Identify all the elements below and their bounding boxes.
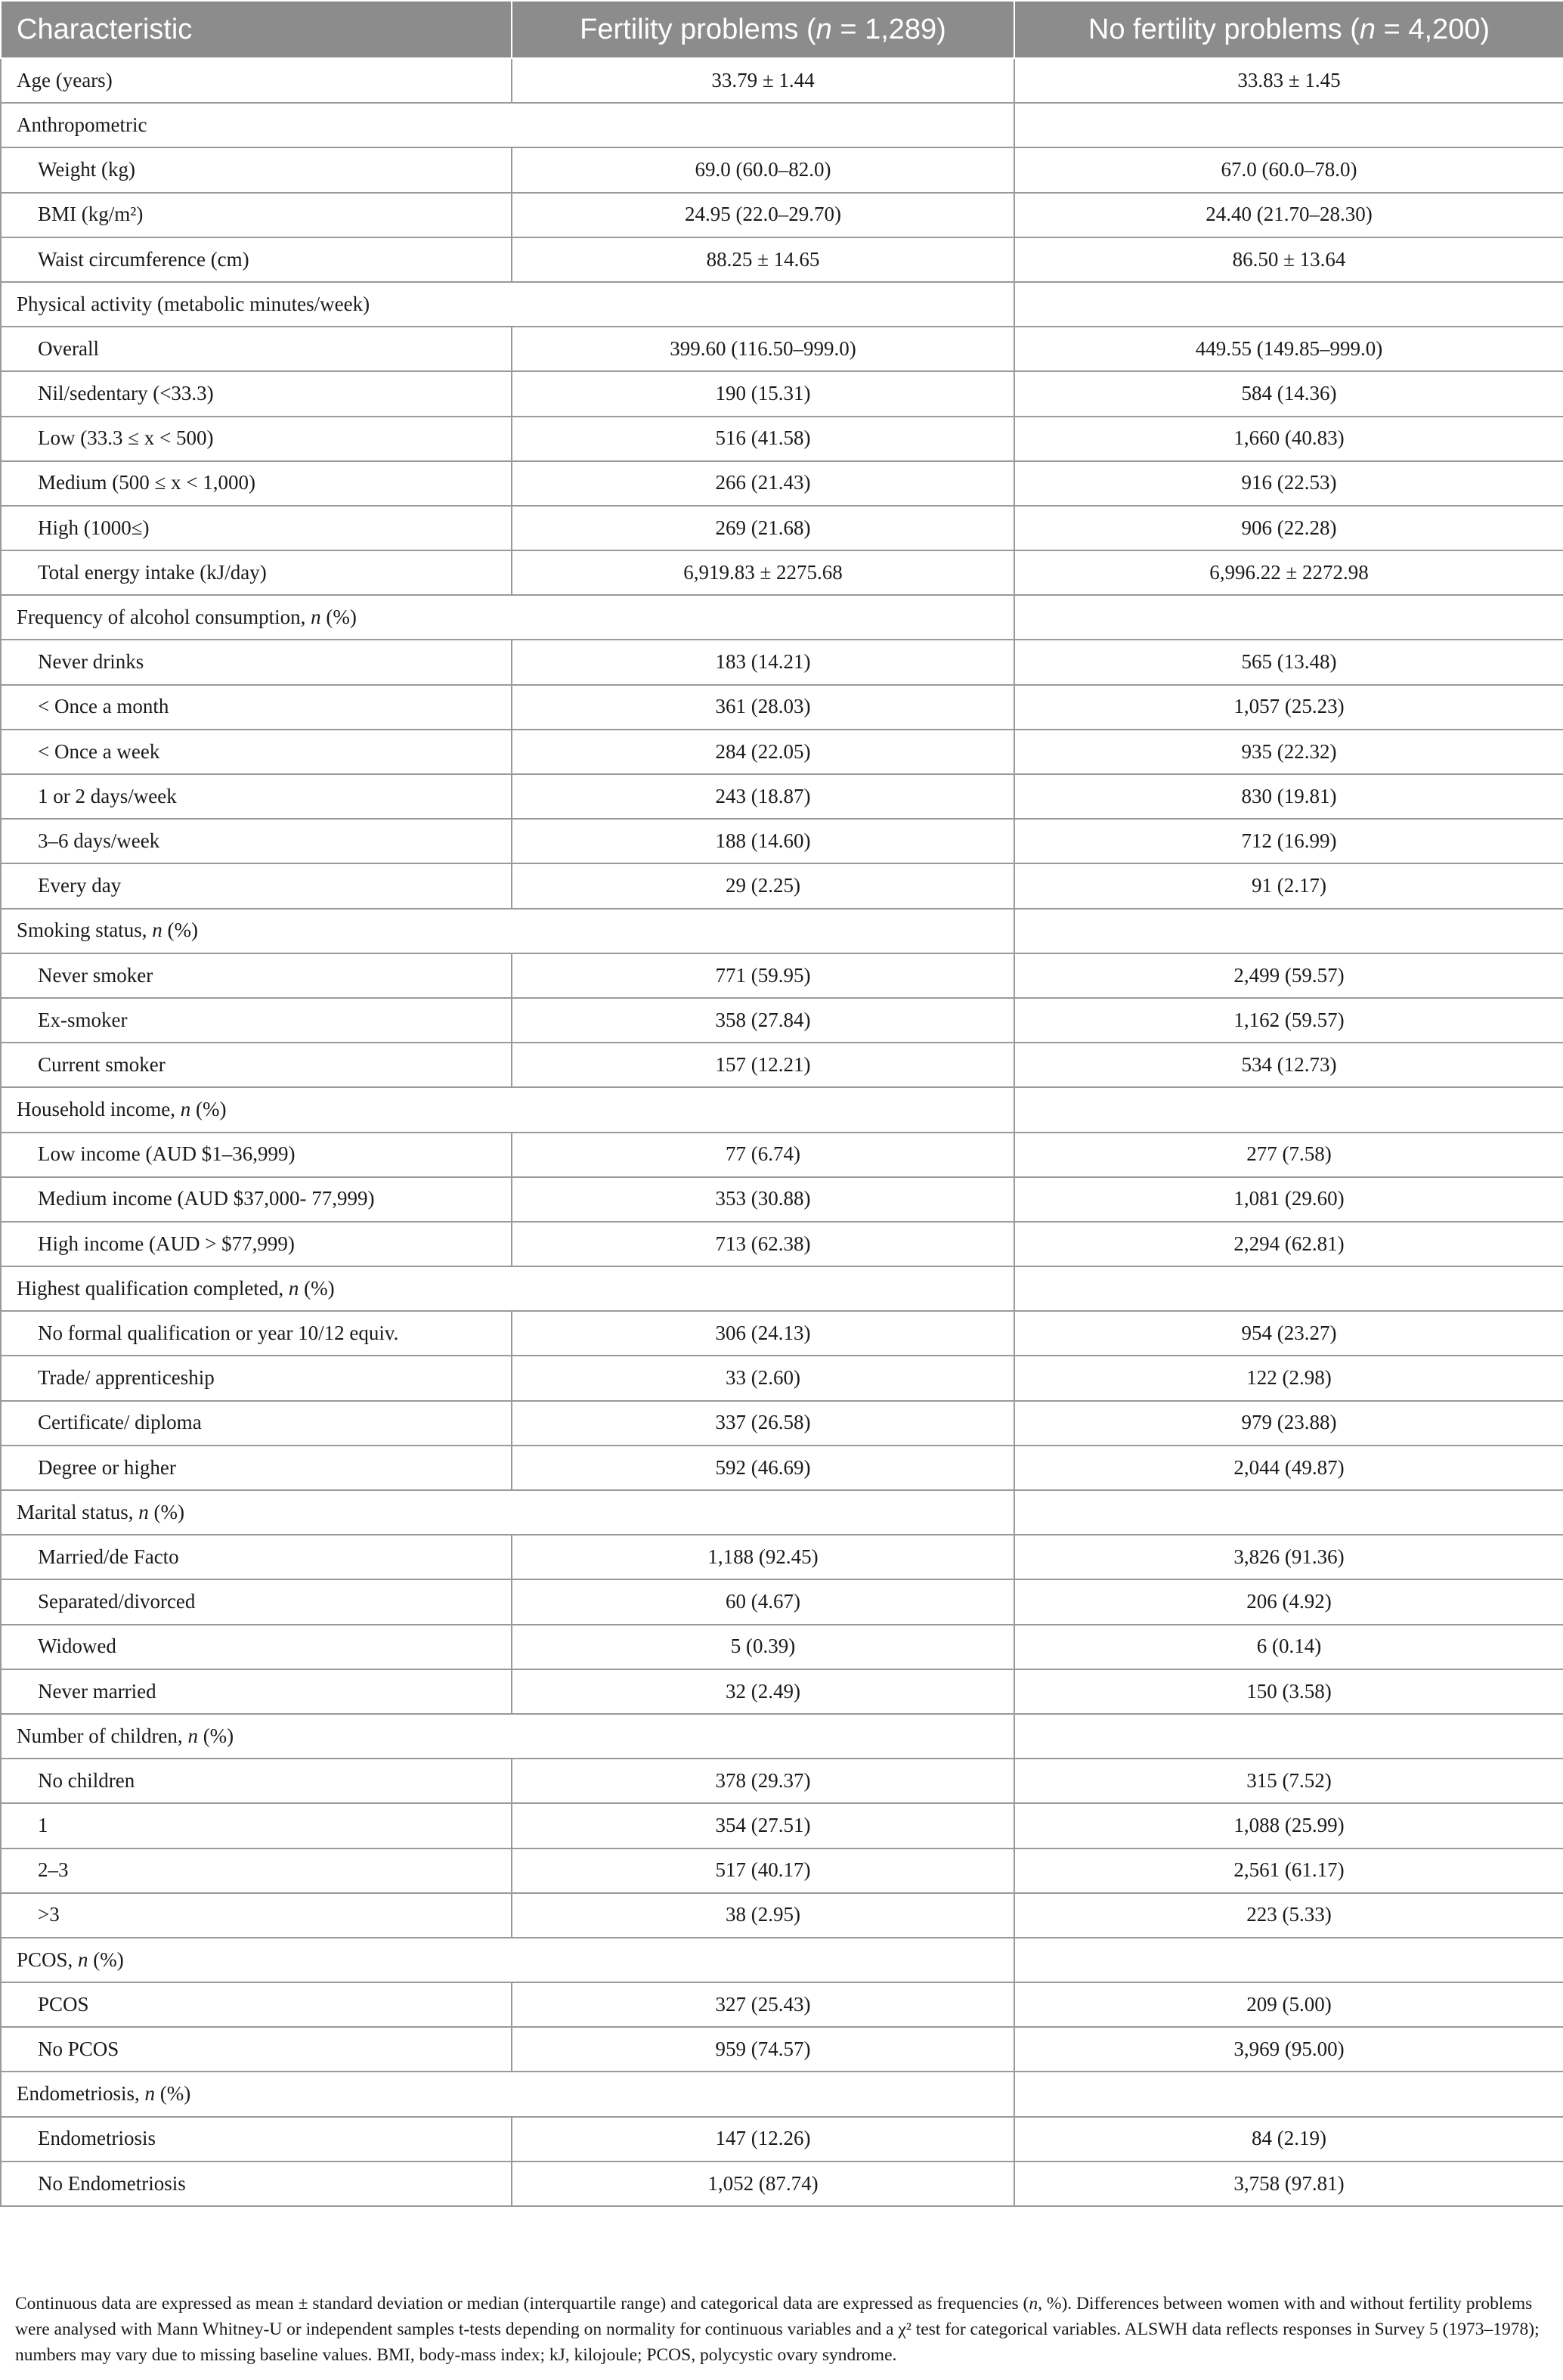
value-fertility-problems: 32 (2.49) <box>512 1669 1014 1714</box>
section-label-suffix: (%) <box>190 1098 227 1121</box>
section-label-text: Household income, <box>17 1098 181 1121</box>
section-row <box>1 1714 1563 1759</box>
value-fertility-problems: 771 (59.95) <box>512 953 1014 998</box>
row-label: 1 <box>1 1803 512 1848</box>
value-fertility-problems: 183 (14.21) <box>512 640 1014 684</box>
header-col1-post: = 1,289) <box>831 13 946 45</box>
row-label: 2–3 <box>1 1849 512 1893</box>
header-col2-post: = 4,200) <box>1376 13 1490 45</box>
value-no-fertility-problems: 2,044 (49.87) <box>1014 1446 1563 1490</box>
value-no-fertility-problems: 534 (12.73) <box>1014 1043 1563 1087</box>
table-row <box>1 685 1563 730</box>
table-row <box>1 1669 1563 1714</box>
table-row <box>1 953 1563 998</box>
value-no-fertility-problems: 91 (2.17) <box>1014 863 1563 908</box>
section-filler <box>512 1087 1014 1132</box>
row-label: < Once a month <box>1 685 512 730</box>
value-no-fertility-problems: 935 (22.32) <box>1014 730 1563 774</box>
value-fertility-problems: 60 (4.67) <box>512 1579 1014 1624</box>
table-row <box>1 461 1563 506</box>
section-label <box>1 1266 512 1311</box>
value-no-fertility-problems: 3,758 (97.81) <box>1014 2162 1563 2206</box>
value-no-fertility-problems: 906 (22.28) <box>1014 506 1563 550</box>
table-row <box>1 730 1563 774</box>
value-no-fertility-problems: 1,057 (25.23) <box>1014 685 1563 730</box>
section-label-suffix: (%) <box>197 1724 234 1747</box>
table-row <box>1 506 1563 550</box>
section-label-text: Smoking status, <box>17 919 153 942</box>
row-label: Low (33.3 ≤ x < 500) <box>1 417 512 461</box>
value-fertility-problems: 959 (74.57) <box>512 2027 1014 2072</box>
section-label-italic: n <box>187 1724 198 1747</box>
section-filler <box>1014 595 1563 640</box>
row-label: Weight (kg) <box>1 147 512 192</box>
header-col1-n: n <box>816 13 832 45</box>
value-no-fertility-problems: 830 (19.81) <box>1014 774 1563 819</box>
value-fertility-problems: 6,919.83 ± 2275.68 <box>512 550 1014 595</box>
value-no-fertility-problems: 1,162 (59.57) <box>1014 998 1563 1043</box>
section-label-text: Physical activity (metabolic minutes/week) <box>17 292 370 315</box>
row-label: No PCOS <box>1 2027 512 2072</box>
value-fertility-problems: 399.60 (116.50–999.0) <box>512 327 1014 371</box>
header-characteristic: Characteristic <box>1 1 512 58</box>
row-label: Separated/divorced <box>1 1579 512 1624</box>
table-row <box>1 774 1563 819</box>
section-filler <box>512 909 1014 953</box>
value-no-fertility-problems: 67.0 (60.0–78.0) <box>1014 147 1563 192</box>
section-label <box>1 103 512 147</box>
table-row <box>1 863 1563 908</box>
section-label-suffix: (%) <box>148 1500 184 1523</box>
section-row <box>1 1087 1563 1132</box>
value-fertility-problems: 88.25 ± 14.65 <box>512 237 1014 282</box>
table-row <box>1 371 1563 416</box>
section-label <box>1 282 512 327</box>
row-label: Married/de Facto <box>1 1535 512 1579</box>
value-fertility-problems: 188 (14.60) <box>512 819 1014 863</box>
table-row <box>1 58 1563 103</box>
value-fertility-problems: 38 (2.95) <box>512 1893 1014 1938</box>
footnote-part1: Continuous data are expressed as mean ± standard deviation or median (interquartile range) and categorical data are expressed as frequencies ( <box>15 2294 1029 2313</box>
row-label: Never drinks <box>1 640 512 684</box>
value-fertility-problems: 337 (26.58) <box>512 1401 1014 1446</box>
section-label <box>1 1087 512 1132</box>
section-label-suffix: (%) <box>155 2082 191 2106</box>
section-row <box>1 2072 1563 2116</box>
value-no-fertility-problems: 2,294 (62.81) <box>1014 1222 1563 1266</box>
value-no-fertility-problems: 277 (7.58) <box>1014 1133 1563 1177</box>
header-col2-pre: No fertility problems ( <box>1088 13 1360 45</box>
section-filler <box>512 1490 1014 1535</box>
row-label: Overall <box>1 327 512 371</box>
value-no-fertility-problems: 1,081 (29.60) <box>1014 1177 1563 1222</box>
section-label-italic: n <box>138 1500 149 1523</box>
value-fertility-problems: 266 (21.43) <box>512 461 1014 506</box>
section-filler <box>1014 2072 1563 2116</box>
row-label: Degree or higher <box>1 1446 512 1490</box>
section-label-suffix: (%) <box>299 1276 335 1300</box>
value-fertility-problems: 327 (25.43) <box>512 1982 1014 2027</box>
value-fertility-problems: 69.0 (60.0–82.0) <box>512 147 1014 192</box>
value-no-fertility-problems: 223 (5.33) <box>1014 1893 1563 1938</box>
table-row <box>1 1625 1563 1669</box>
section-label-text: Marital status, <box>17 1500 139 1523</box>
table-row <box>1 2117 1563 2162</box>
value-no-fertility-problems: 449.55 (149.85–999.0) <box>1014 327 1563 371</box>
table-row <box>1 417 1563 461</box>
row-label: Low income (AUD $1–36,999) <box>1 1133 512 1177</box>
table-row <box>1 1535 1563 1579</box>
section-row <box>1 1490 1563 1535</box>
value-fertility-problems: 378 (29.37) <box>512 1759 1014 1803</box>
row-label: Never smoker <box>1 953 512 998</box>
table-row <box>1 819 1563 863</box>
value-fertility-problems: 306 (24.13) <box>512 1311 1014 1356</box>
table-row <box>1 1849 1563 1893</box>
section-filler <box>1014 909 1563 953</box>
row-label: Nil/sedentary (<33.3) <box>1 371 512 416</box>
section-label-text: Number of children, <box>17 1724 188 1747</box>
section-filler <box>1014 1490 1563 1535</box>
value-no-fertility-problems: 2,499 (59.57) <box>1014 953 1563 998</box>
section-label <box>1 2072 512 2116</box>
section-filler <box>1014 282 1563 327</box>
value-no-fertility-problems: 2,561 (61.17) <box>1014 1849 1563 1893</box>
section-row <box>1 282 1563 327</box>
section-label-italic: n <box>152 919 162 942</box>
value-no-fertility-problems: 565 (13.48) <box>1014 640 1563 684</box>
section-row <box>1 103 1563 147</box>
section-filler <box>1014 1714 1563 1759</box>
section-row <box>1 909 1563 953</box>
row-label: >3 <box>1 1893 512 1938</box>
table-row <box>1 1401 1563 1446</box>
section-filler <box>1014 1938 1563 1982</box>
row-label: Ex-smoker <box>1 998 512 1043</box>
row-label: Current smoker <box>1 1043 512 1087</box>
row-label: < Once a week <box>1 730 512 774</box>
row-label: Waist circumference (cm) <box>1 237 512 282</box>
header-col1-pre: Fertility problems ( <box>580 13 816 45</box>
section-label-italic: n <box>78 1948 88 1971</box>
table-row <box>1 147 1563 192</box>
row-label: PCOS <box>1 1982 512 2027</box>
section-filler <box>1014 1266 1563 1311</box>
table-row <box>1 1803 1563 1848</box>
row-label: Medium (500 ≤ x < 1,000) <box>1 461 512 506</box>
value-fertility-problems: 284 (22.05) <box>512 730 1014 774</box>
footnote-part2: , %). Differences between women with and without fertility problems were analysed with Mann Whitney-U or independent samples t-tests depending on normality for continuous variables and a χ² test for categorical variables. ALSWH data reflects responses in Survey 5 (1973–1978); numbers may vary due to missing baseline values. BMI, body-mass index; kJ, kilojoule; PCOS, polycystic ovary syndrome. <box>15 2294 1540 2365</box>
row-label: Total energy intake (kJ/day) <box>1 550 512 595</box>
row-label: Medium income (AUD $37,000- 77,999) <box>1 1177 512 1222</box>
section-filler <box>512 1714 1014 1759</box>
table-row <box>1 1893 1563 1938</box>
section-label <box>1 909 512 953</box>
table-row <box>1 327 1563 371</box>
section-filler <box>1014 103 1563 147</box>
value-no-fertility-problems: 6 (0.14) <box>1014 1625 1563 1669</box>
row-label: 3–6 days/week <box>1 819 512 863</box>
value-fertility-problems: 517 (40.17) <box>512 1849 1014 1893</box>
value-fertility-problems: 33.79 ± 1.44 <box>512 58 1014 103</box>
header-col2-n: n <box>1359 13 1376 45</box>
row-label: Trade/ apprenticeship <box>1 1356 512 1400</box>
section-label-italic: n <box>311 606 321 628</box>
value-fertility-problems: 147 (12.26) <box>512 2117 1014 2162</box>
table-row <box>1 1311 1563 1356</box>
row-label: Age (years) <box>1 58 512 103</box>
section-label-text: Frequency of alcohol consumption, <box>17 606 311 628</box>
section-label <box>1 595 512 640</box>
value-fertility-problems: 353 (30.88) <box>512 1177 1014 1222</box>
value-fertility-problems: 157 (12.21) <box>512 1043 1014 1087</box>
table-row <box>1 193 1563 237</box>
table-row <box>1 1579 1563 1624</box>
value-no-fertility-problems: 979 (23.88) <box>1014 1401 1563 1446</box>
section-label <box>1 1490 512 1535</box>
value-no-fertility-problems: 84 (2.19) <box>1014 2117 1563 2162</box>
section-filler <box>512 1266 1014 1311</box>
table-row <box>1 1446 1563 1490</box>
value-fertility-problems: 592 (46.69) <box>512 1446 1014 1490</box>
row-label: No Endometriosis <box>1 2162 512 2206</box>
value-no-fertility-problems: 954 (23.27) <box>1014 1311 1563 1356</box>
value-fertility-problems: 24.95 (22.0–29.70) <box>512 193 1014 237</box>
section-label-suffix: (%) <box>320 606 357 628</box>
value-fertility-problems: 243 (18.87) <box>512 774 1014 819</box>
table-row <box>1 1222 1563 1266</box>
section-label-text: Highest qualification completed, <box>17 1276 289 1300</box>
section-label <box>1 1938 512 1982</box>
row-label: Endometriosis <box>1 2117 512 2162</box>
row-label: 1 or 2 days/week <box>1 774 512 819</box>
value-fertility-problems: 713 (62.38) <box>512 1222 1014 1266</box>
table-row <box>1 1982 1563 2027</box>
value-no-fertility-problems: 584 (14.36) <box>1014 371 1563 416</box>
section-filler <box>1014 1087 1563 1132</box>
value-no-fertility-problems: 3,969 (95.00) <box>1014 2027 1563 2072</box>
section-label-suffix: (%) <box>162 919 199 942</box>
row-label: High income (AUD > $77,999) <box>1 1222 512 1266</box>
section-filler <box>512 1938 1014 1982</box>
value-no-fertility-problems: 3,826 (91.36) <box>1014 1535 1563 1579</box>
row-label: Every day <box>1 863 512 908</box>
table-row <box>1 1043 1563 1087</box>
table-row <box>1 550 1563 595</box>
table-row <box>1 1759 1563 1803</box>
value-no-fertility-problems: 1,088 (25.99) <box>1014 1803 1563 1848</box>
value-no-fertility-problems: 712 (16.99) <box>1014 819 1563 863</box>
section-label-text: Endometriosis, <box>17 2082 145 2106</box>
value-fertility-problems: 516 (41.58) <box>512 417 1014 461</box>
section-filler <box>512 282 1014 327</box>
row-label: BMI (kg/m²) <box>1 193 512 237</box>
table-body <box>1 58 1563 2206</box>
table-header <box>1 1 1563 58</box>
section-label <box>1 1714 512 1759</box>
value-fertility-problems: 1,052 (87.74) <box>512 2162 1014 2206</box>
value-fertility-problems: 29 (2.25) <box>512 863 1014 908</box>
section-filler <box>512 595 1014 640</box>
value-fertility-problems: 1,188 (92.45) <box>512 1535 1014 1579</box>
value-no-fertility-problems: 150 (3.58) <box>1014 1669 1563 1714</box>
section-row <box>1 1938 1563 1982</box>
table-row <box>1 1177 1563 1222</box>
table-row <box>1 1133 1563 1177</box>
header-row <box>1 1 1563 58</box>
section-label-italic: n <box>144 2082 155 2106</box>
value-no-fertility-problems: 86.50 ± 13.64 <box>1014 237 1563 282</box>
section-label-italic: n <box>180 1098 191 1121</box>
footnote-italic-n: n <box>1029 2294 1038 2313</box>
table-row <box>1 998 1563 1043</box>
row-label: No children <box>1 1759 512 1803</box>
value-fertility-problems: 77 (6.74) <box>512 1133 1014 1177</box>
table-row <box>1 2027 1563 2072</box>
row-label: No formal qualification or year 10/12 equiv. <box>1 1311 512 1356</box>
row-label: Certificate/ diploma <box>1 1401 512 1446</box>
value-fertility-problems: 5 (0.39) <box>512 1625 1014 1669</box>
value-fertility-problems: 354 (27.51) <box>512 1803 1014 1848</box>
value-no-fertility-problems: 209 (5.00) <box>1014 1982 1563 2027</box>
section-label-suffix: (%) <box>88 1948 124 1971</box>
section-row <box>1 1266 1563 1311</box>
value-fertility-problems: 190 (15.31) <box>512 371 1014 416</box>
section-filler <box>512 2072 1014 2116</box>
header-fertility-problems <box>512 1 1014 58</box>
header-no-fertility-problems <box>1014 1 1563 58</box>
section-filler <box>512 103 1014 147</box>
section-label-text: PCOS, <box>17 1948 79 1971</box>
value-no-fertility-problems: 33.83 ± 1.45 <box>1014 58 1563 103</box>
value-no-fertility-problems: 916 (22.53) <box>1014 461 1563 506</box>
value-no-fertility-problems: 315 (7.52) <box>1014 1759 1563 1803</box>
section-label-italic: n <box>288 1276 299 1300</box>
value-fertility-problems: 269 (21.68) <box>512 506 1014 550</box>
row-label: Widowed <box>1 1625 512 1669</box>
row-label: Never married <box>1 1669 512 1714</box>
value-no-fertility-problems: 1,660 (40.83) <box>1014 417 1563 461</box>
section-row <box>1 595 1563 640</box>
table-footnote <box>15 2291 1549 2368</box>
table-row <box>1 640 1563 684</box>
value-no-fertility-problems: 6,996.22 ± 2272.98 <box>1014 550 1563 595</box>
row-label: High (1000≤) <box>1 506 512 550</box>
value-no-fertility-problems: 24.40 (21.70–28.30) <box>1014 193 1563 237</box>
value-fertility-problems: 33 (2.60) <box>512 1356 1014 1400</box>
table-row <box>1 237 1563 282</box>
section-label-text: Anthropometric <box>17 113 147 136</box>
value-no-fertility-problems: 206 (4.92) <box>1014 1579 1563 1624</box>
value-fertility-problems: 358 (27.84) <box>512 998 1014 1043</box>
value-fertility-problems: 361 (28.03) <box>512 685 1014 730</box>
value-no-fertility-problems: 122 (2.98) <box>1014 1356 1563 1400</box>
table-row <box>1 1356 1563 1400</box>
table-row <box>1 2162 1563 2206</box>
